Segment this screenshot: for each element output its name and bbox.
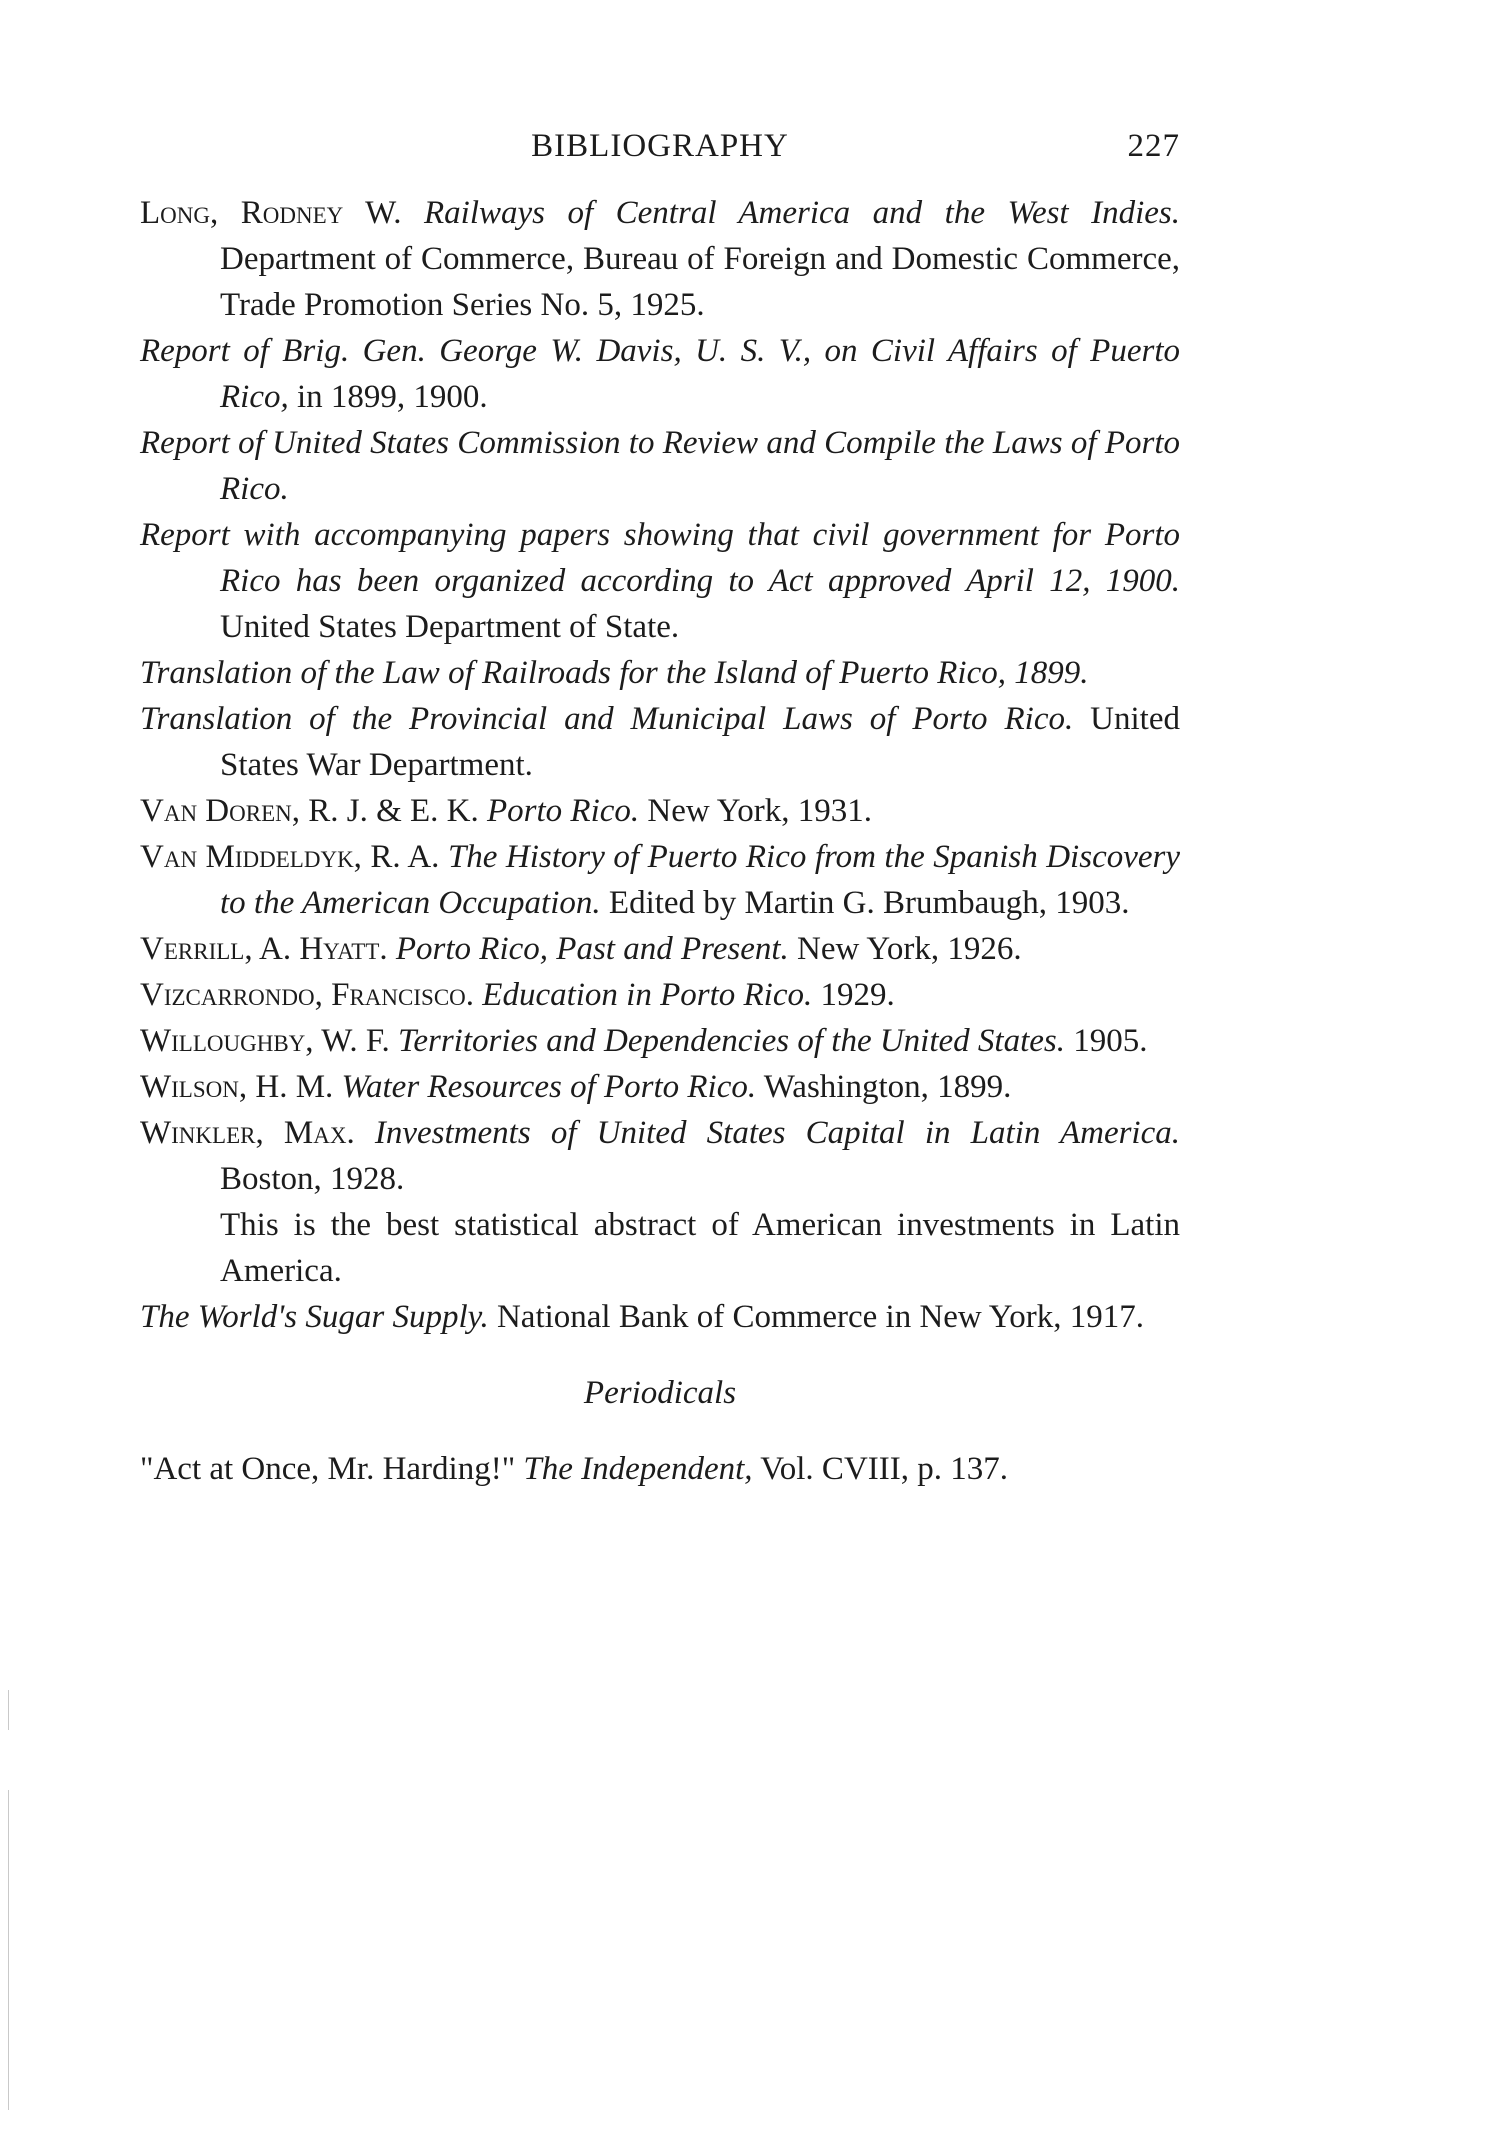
entry-details: National Bank of Commerce in New York, 1917. [496, 1299, 1145, 1335]
bibliography-entry [140, 1294, 1180, 1340]
entry-title: Railways of Central America and the West Indies. [424, 195, 1180, 231]
entry-details: United States Department of State. [220, 609, 680, 645]
page-header [140, 128, 1180, 188]
bibliography-entry [140, 190, 1180, 328]
bibliography-entry [140, 834, 1180, 926]
entry-title: Porto Rico. [487, 793, 640, 829]
entry-title: Water Resources of Porto Rico. [341, 1069, 757, 1105]
entry-author: Van Middeldyk, R. A. [140, 839, 440, 875]
bibliography-entry [140, 1064, 1180, 1110]
entry-title: Translation of the Provincial and Municipal Laws of Porto Rico. [140, 701, 1074, 737]
bibliography-entry [140, 926, 1180, 972]
entry-details: United States War Department. [220, 701, 1180, 783]
entry-details: New York, 1931. [647, 793, 873, 829]
bibliography-entry [140, 972, 1180, 1018]
bibliography-entry [140, 512, 1180, 650]
entry-author: Van Doren, R. J. & E. K. [140, 793, 479, 829]
entry-author: Verrill, A. Hyatt. [140, 931, 388, 967]
entry-title: Territories and Dependencies of the United States. [398, 1023, 1065, 1059]
bibliography-entry [140, 420, 1180, 512]
bibliography-list [140, 190, 1180, 1492]
entry-annotation: This is the best statistical abstract of American investments in Latin America. [220, 1207, 1180, 1289]
page-number: 227 [1127, 128, 1180, 164]
entry-details: Department of Commerce, Bureau of Foreign and Domestic Commerce, Trade Promotion Series No. 5, 1925. [220, 241, 1180, 323]
entry-title: The Independent, [523, 1451, 753, 1487]
bibliography-entry [140, 1018, 1180, 1064]
bibliography-entry [140, 328, 1180, 420]
entry-title: Translation of the Law of Railroads for the Island of Puerto Rico, 1899. [140, 655, 1089, 691]
entry-title: The History of Puerto Rico from the Spanish Discovery to the American Occupation. [220, 839, 1180, 921]
periodical-entry [140, 1446, 1180, 1492]
scan-margin-line [8, 1690, 9, 1730]
entry-details: 1929. [820, 977, 895, 1013]
entry-title: Education in Porto Rico. [482, 977, 813, 1013]
running-head: BIBLIOGRAPHY [531, 128, 789, 164]
entry-article-title: "Act at Once, Mr. Harding!" [140, 1451, 516, 1487]
entry-title: Investments of United States Capital in Latin America. [374, 1115, 1180, 1151]
entry-author: Willoughby, W. F. [140, 1023, 390, 1059]
entry-title: Porto Rico, Past and Present. [395, 931, 789, 967]
entry-author: Winkler, Max. [140, 1115, 355, 1151]
entry-details: 1905. [1073, 1023, 1148, 1059]
entry-author: Vizcarrondo, Francisco. [140, 977, 475, 1013]
entry-details: Boston, 1928. [220, 1161, 405, 1197]
entry-details: New York, 1926. [797, 931, 1022, 967]
entry-title: Report of Brig. Gen. George W. Davis, U. S. V., on Civil Affairs of Puerto Rico, [140, 333, 1180, 415]
entry-title: Report with accompanying papers showing that civil government for Porto Rico has been organized according to Act approved April 12, 1900. [140, 517, 1180, 599]
entry-title: The World's Sugar Supply. [140, 1299, 489, 1335]
bibliography-entry [140, 788, 1180, 834]
entry-details: Vol. CVIII, p. 137. [760, 1451, 1008, 1487]
entry-details: Washington, 1899. [763, 1069, 1012, 1105]
bibliography-entry [140, 696, 1180, 788]
entry-details: Edited by Martin G. Brumbaugh, 1903. [608, 885, 1130, 921]
section-heading-periodicals: Periodicals [583, 1375, 737, 1411]
entry-author: Wilson, H. M. [140, 1069, 334, 1105]
entry-details: in 1899, 1900. [296, 379, 488, 415]
bibliography-entry [140, 1110, 1180, 1202]
entry-title: Report of United States Commission to Review and Compile the Laws of Porto Rico. [140, 425, 1180, 507]
bibliography-entry [140, 650, 1180, 696]
entry-author: Long, Rodney W. [140, 195, 402, 231]
scan-margin-line [8, 1790, 9, 2110]
